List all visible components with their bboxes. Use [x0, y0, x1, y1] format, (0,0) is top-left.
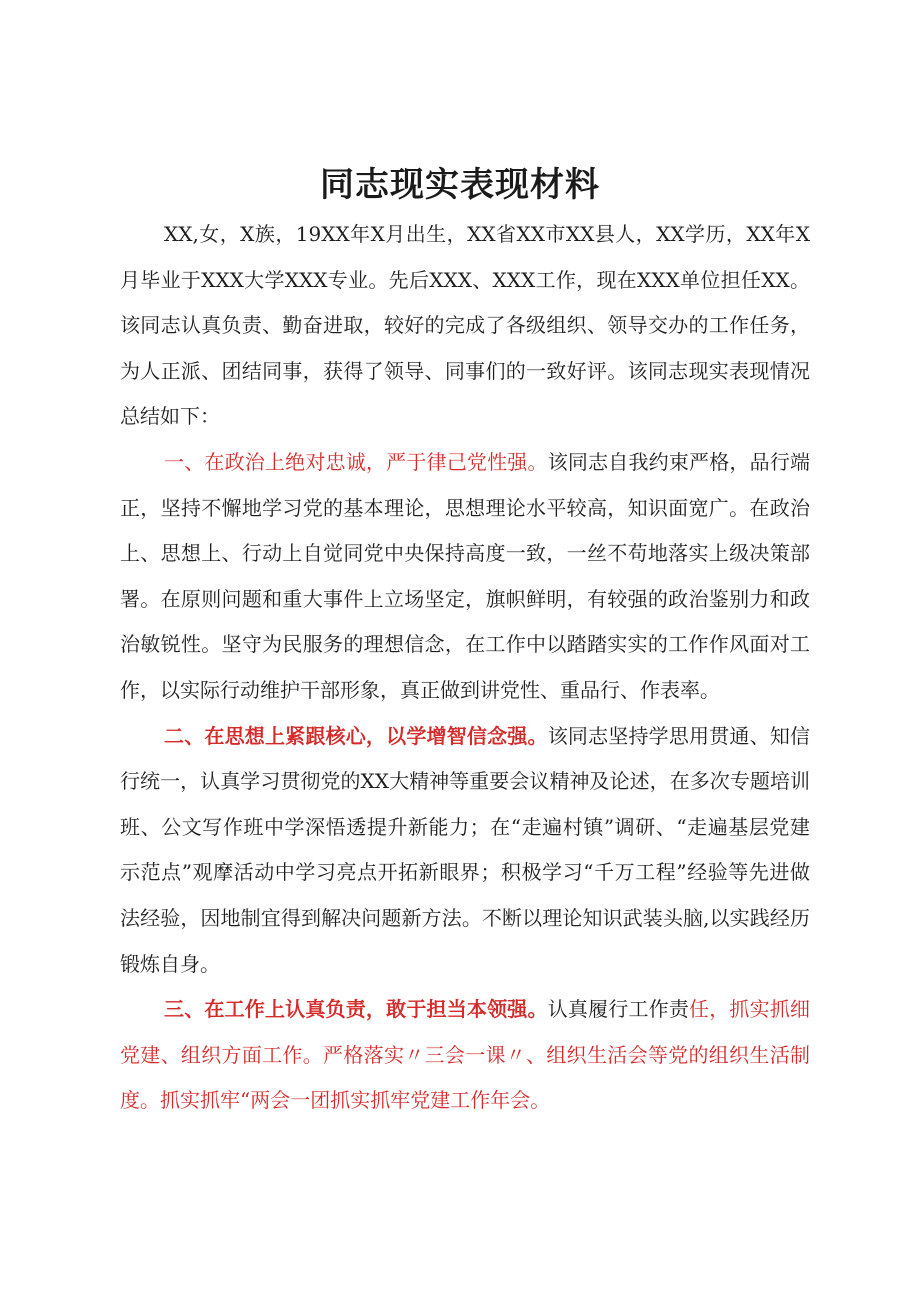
section-1-body: 该同志自我约束严格，品行端正，坚持不懈地学习党的基本理论，思想理论水平较高，知识面宽广。在政治上、思想上、行动上自觉同党中央保持高度一致，一丝不苟地落实上级决策部署。在原则问题和重大事件上立场坚定，旗帜鲜明，有较强的政治鉴别力和政治敏锐性。坚守为民服务的理想信念，在工作中以踏踏实实的工作作风面对工作，以实际行动维护干部形象，真正做到讲党性、重品行、作表率。 [120, 449, 811, 702]
document-title: 同志现实表现材料 [320, 165, 600, 205]
document-body [120, 212, 810, 1124]
section-2-paragraph [120, 714, 810, 988]
section-3-paragraph [120, 987, 810, 1124]
section-2-body: 该同志坚持学思用贯通、知信行统一，认真学习贯彻党的XX大精神等重要会议精神及论述，在多次专题培训班、公文写作班中学深悟透提升新能力；在“走遍村镇”调研、“走遍基层党建示范点”观摩活动中学习亮点开拓新眼界；积极学习“千万工程”经验等先进做法经验，因地制宜得到解决问题新方法。不断以理论知识武装头脑,以实践经历锻炼自身。 [120, 723, 811, 976]
section-3-heading: 三、在工作上认真负责，敢于担当本领强。 [164, 997, 548, 1022]
section-3-body-red: 任，抓实抓细党建、组织方面工作。严格落实〃三会一课〃、组织生活会等党的组织生活制度。抓实抓牢“两会一团抓实抓牢党建工作年会。 [120, 997, 811, 1113]
section-2-heading: 二、在思想上紧跟核心，以学增智信念强。 [164, 723, 548, 748]
section-3-body-black: 认真履行工作责 [547, 997, 690, 1022]
section-1-heading: 一、在政治上绝对忠诚，严于律己党性强。 [164, 449, 548, 474]
section-1-paragraph [120, 440, 810, 714]
intro-paragraph: XX,女，X族，19XX年X月出生，XX省XX市XX县人，XX学历，XX年X月毕业于XXX大学XXX专业。先后XXX、XXX工作，现在XXX单位担任XX。该同志认真负责、勤奋进取，较好的完成了各级组织、领导交办的工作任务，为人正派、团结同事，获得了领导、同事们的一致好评。该同志现实表现情况总结如下： [120, 222, 810, 429]
